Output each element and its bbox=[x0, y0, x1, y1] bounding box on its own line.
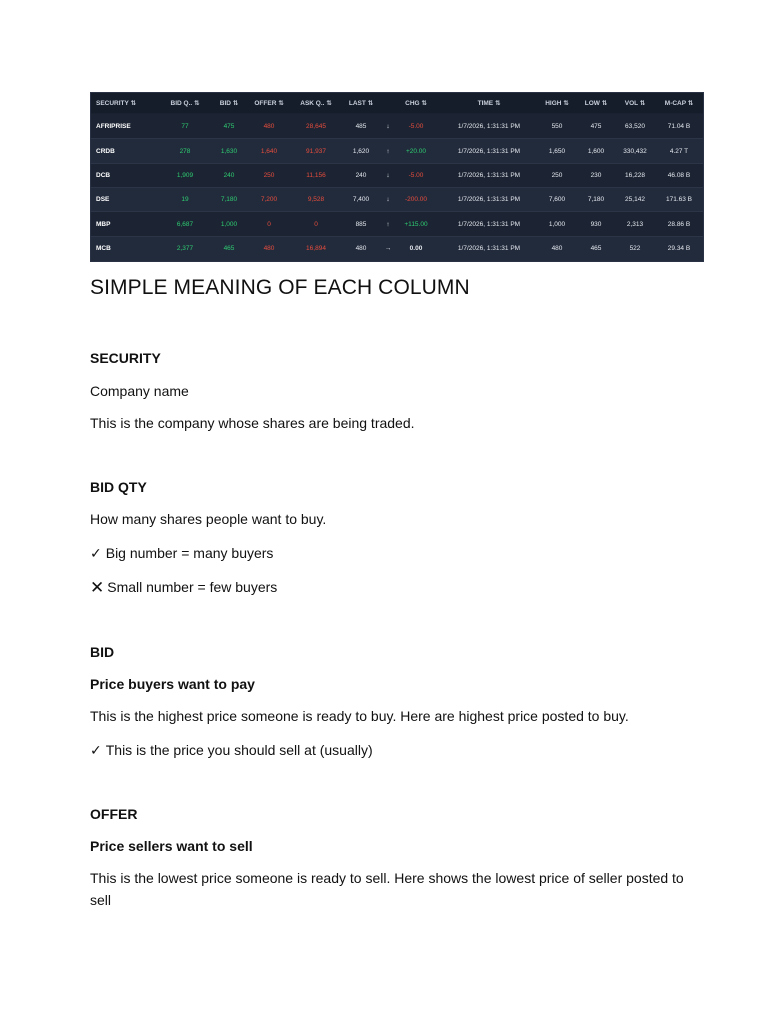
market-cell-last: 885 bbox=[355, 220, 367, 228]
cross-mark-icon: ✕ bbox=[90, 578, 105, 597]
bid-qty-line-2-text: Big number = many buyers bbox=[105, 545, 274, 561]
market-cell-last: 485 bbox=[355, 122, 367, 130]
market-cell-mcap: 29.34 B bbox=[667, 245, 691, 252]
market-cell-ask-qty: 0 bbox=[314, 220, 318, 228]
market-cell-arrow: ↑ bbox=[386, 147, 390, 155]
market-cell-offer: 1,640 bbox=[260, 147, 278, 155]
market-table-header-cell[interactable]: ASK Q.. ⇅ bbox=[300, 100, 332, 107]
market-cell-bid-qty: 2,377 bbox=[176, 245, 194, 252]
market-cell-high: 550 bbox=[551, 122, 563, 130]
bid-qty-line-2 bbox=[90, 545, 273, 562]
market-table-row[interactable] bbox=[91, 163, 703, 188]
market-cell-low: 230 bbox=[590, 172, 602, 180]
market-table-image bbox=[90, 92, 704, 262]
market-cell-security: DCB bbox=[96, 172, 111, 180]
market-table-row[interactable] bbox=[91, 236, 703, 261]
market-cell-bid: 1,000 bbox=[220, 220, 238, 228]
market-cell-offer: 7,200 bbox=[260, 196, 278, 204]
market-cell-ask-qty: 9,528 bbox=[307, 196, 325, 204]
market-table-header-cell[interactable]: HIGH ⇅ bbox=[545, 100, 569, 107]
check-mark-icon: ✓ bbox=[90, 742, 102, 758]
market-cell-high: 250 bbox=[551, 172, 563, 180]
market-cell-bid: 7,180 bbox=[220, 196, 238, 204]
market-cell-bid: 465 bbox=[223, 245, 235, 252]
offer-subheading: Price sellers want to sell bbox=[90, 838, 253, 854]
market-cell-bid: 240 bbox=[223, 172, 235, 180]
market-cell-chg: 0.00 bbox=[409, 245, 423, 252]
market-cell-arrow: ↓ bbox=[386, 122, 390, 130]
market-cell-arrow: → bbox=[384, 245, 392, 252]
market-cell-chg: -200.00 bbox=[404, 196, 428, 204]
security-line-2: This is the company whose shares are being traded. bbox=[90, 415, 415, 431]
market-table-header-cell[interactable]: OFFER ⇅ bbox=[254, 100, 284, 107]
market-table-row[interactable] bbox=[91, 211, 703, 236]
market-cell-high: 1,650 bbox=[548, 147, 566, 155]
market-table-header-cell[interactable]: TIME ⇅ bbox=[477, 100, 501, 107]
bid-line-2 bbox=[90, 742, 373, 759]
market-cell-ask-qty: 91,937 bbox=[306, 147, 326, 155]
market-cell-chg: -5.00 bbox=[408, 172, 424, 180]
market-table-header-cell[interactable]: SECURITY ⇅ bbox=[96, 100, 136, 107]
market-table-header-cell[interactable]: VOL ⇅ bbox=[624, 100, 646, 107]
market-cell-time: 1/7/2026, 1:31:31 PM bbox=[457, 147, 521, 155]
offer-line-1: This is the lowest price someone is ready to sell. Here shows the lowest price of seller posted to sell bbox=[90, 870, 684, 908]
market-cell-low: 7,180 bbox=[587, 196, 605, 204]
market-cell-low: 475 bbox=[590, 122, 602, 130]
market-cell-bid: 475 bbox=[223, 122, 235, 130]
market-cell-low: 1,600 bbox=[587, 147, 605, 155]
market-cell-last: 1,620 bbox=[352, 147, 370, 155]
security-line-1: Company name bbox=[90, 383, 189, 399]
market-cell-vol: 2,313 bbox=[626, 220, 644, 228]
market-cell-chg: +115.00 bbox=[404, 220, 428, 228]
market-cell-ask-qty: 11,156 bbox=[306, 172, 326, 180]
bid-qty-heading: BID QTY bbox=[90, 479, 147, 495]
market-cell-offer: 250 bbox=[263, 172, 275, 180]
bid-line-2-text: This is the price you should sell at (usually) bbox=[105, 742, 373, 758]
market-cell-offer: 0 bbox=[267, 220, 271, 228]
market-cell-bid-qty: 77 bbox=[181, 122, 189, 130]
market-cell-security: CRDB bbox=[96, 147, 115, 155]
bid-line-1: This is the highest price someone is ready to buy. Here are highest price posted to buy. bbox=[90, 708, 629, 724]
market-cell-last: 7,400 bbox=[352, 196, 370, 204]
market-cell-vol: 25,142 bbox=[625, 196, 645, 204]
market-cell-time: 1/7/2026, 1:31:31 PM bbox=[457, 196, 521, 204]
market-table-header-cell[interactable]: M-CAP ⇅ bbox=[664, 100, 694, 107]
market-cell-vol: 330,432 bbox=[623, 147, 647, 155]
market-cell-ask-qty: 16,894 bbox=[306, 245, 326, 252]
market-cell-arrow: ↑ bbox=[386, 220, 390, 228]
market-cell-bid: 1,630 bbox=[220, 147, 238, 155]
market-cell-vol: 522 bbox=[629, 245, 641, 252]
market-cell-security: DSE bbox=[96, 196, 110, 204]
market-cell-time: 1/7/2026, 1:31:31 PM bbox=[457, 245, 521, 252]
market-cell-bid-qty: 19 bbox=[181, 196, 189, 204]
market-table-header-cell[interactable]: LAST ⇅ bbox=[348, 100, 374, 107]
market-cell-security: MBP bbox=[96, 220, 111, 228]
market-cell-bid-qty: 278 bbox=[179, 147, 191, 155]
market-cell-chg: -5.00 bbox=[408, 122, 424, 130]
market-cell-time: 1/7/2026, 1:31:31 PM bbox=[457, 220, 521, 228]
market-cell-low: 465 bbox=[590, 245, 602, 252]
check-mark-icon: ✓ bbox=[90, 545, 102, 561]
market-cell-arrow: ↓ bbox=[386, 196, 390, 204]
offer-heading: OFFER bbox=[90, 806, 138, 822]
market-cell-mcap: 171.63 B bbox=[665, 196, 693, 204]
bid-subheading: Price buyers want to pay bbox=[90, 676, 255, 692]
market-cell-mcap: 4.27 T bbox=[669, 147, 689, 155]
market-cell-time: 1/7/2026, 1:31:31 PM bbox=[457, 122, 521, 130]
market-cell-security: MCB bbox=[96, 245, 111, 252]
bid-qty-line-1: How many shares people want to buy. bbox=[90, 511, 327, 527]
market-table-header-cell[interactable]: LOW ⇅ bbox=[584, 100, 608, 107]
market-table-header-cell[interactable]: BID Q.. ⇅ bbox=[170, 100, 200, 107]
market-cell-vol: 16,228 bbox=[625, 172, 645, 180]
market-cell-high: 480 bbox=[551, 245, 563, 252]
market-table-header bbox=[91, 93, 703, 113]
market-cell-mcap: 46.08 B bbox=[667, 172, 691, 180]
market-cell-offer: 480 bbox=[263, 122, 275, 130]
market-table-header-cell[interactable]: CHG ⇅ bbox=[405, 100, 427, 107]
market-cell-last: 480 bbox=[355, 245, 367, 252]
market-cell-time: 1/7/2026, 1:31:31 PM bbox=[457, 172, 521, 180]
bid-heading: BID bbox=[90, 644, 115, 660]
market-cell-arrow: ↓ bbox=[386, 172, 390, 180]
market-cell-last: 240 bbox=[355, 172, 367, 180]
market-cell-chg: +20.00 bbox=[405, 147, 427, 155]
market-table-row[interactable] bbox=[91, 114, 703, 138]
market-cell-ask-qty: 28,645 bbox=[306, 122, 326, 130]
bid-qty-line-3 bbox=[90, 578, 277, 598]
market-cell-high: 1,000 bbox=[548, 220, 566, 228]
market-cell-bid-qty: 6,687 bbox=[176, 220, 194, 228]
market-cell-low: 930 bbox=[590, 220, 602, 228]
market-table-row[interactable] bbox=[91, 138, 703, 163]
market-cell-bid-qty: 1,909 bbox=[176, 172, 194, 180]
market-table-row[interactable] bbox=[91, 187, 703, 212]
document-title: SIMPLE MEANING OF EACH COLUMN bbox=[90, 276, 470, 299]
security-heading: SECURITY bbox=[90, 350, 161, 366]
market-cell-mcap: 71.04 B bbox=[667, 122, 691, 130]
market-cell-offer: 480 bbox=[263, 245, 275, 252]
market-cell-vol: 63,520 bbox=[625, 122, 645, 130]
market-cell-mcap: 28.86 B bbox=[667, 220, 691, 228]
bid-qty-line-3-text: Small number = few buyers bbox=[107, 579, 278, 595]
market-cell-security: AFRIPRISE bbox=[96, 122, 131, 130]
market-cell-high: 7,600 bbox=[548, 196, 566, 204]
market-table-header-cell[interactable]: BID ⇅ bbox=[219, 100, 239, 107]
